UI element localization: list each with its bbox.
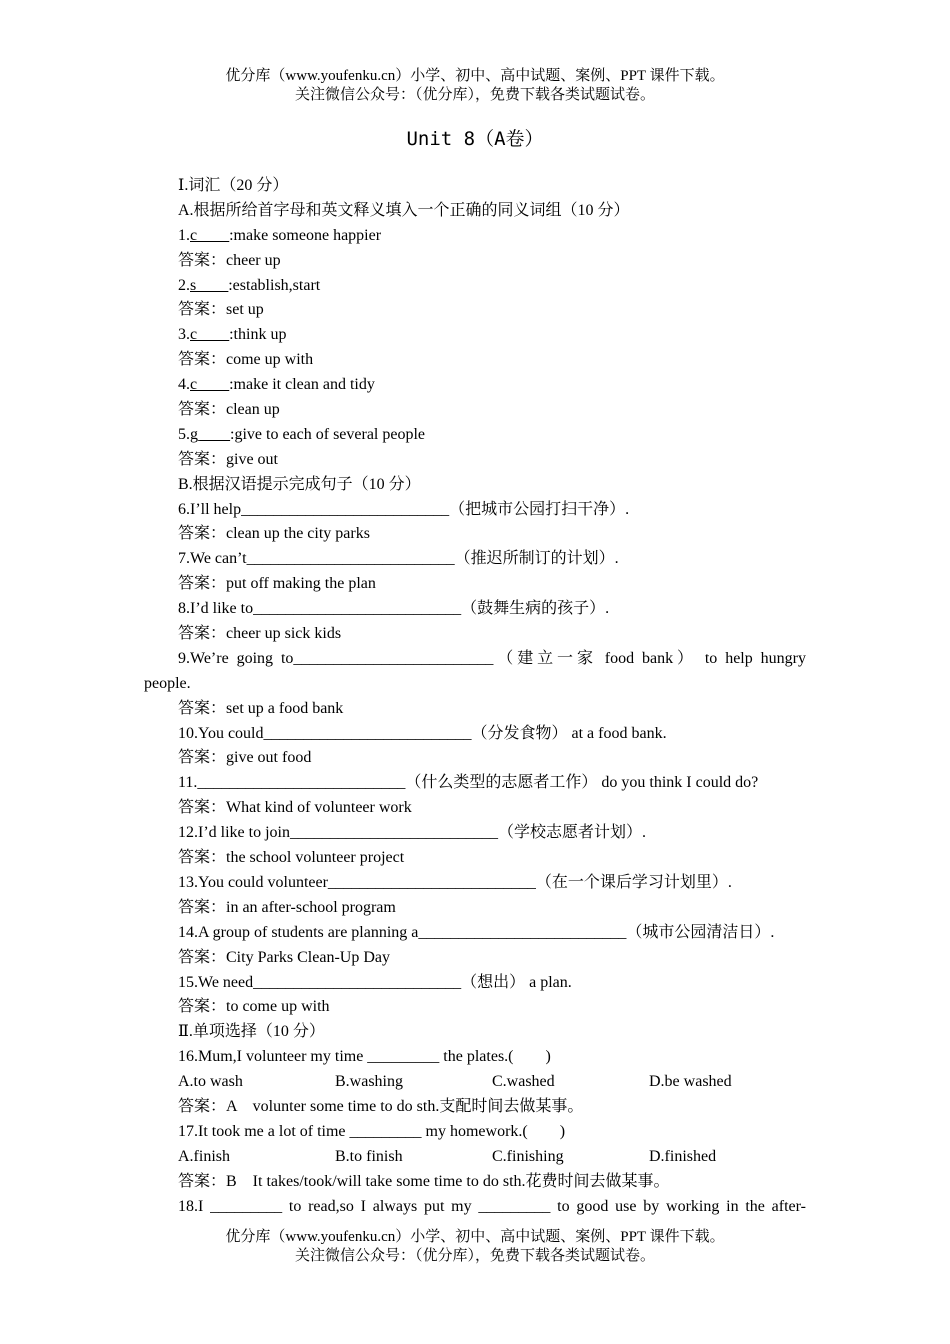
question-4: 4.c____:make it clean and tidy bbox=[178, 376, 375, 394]
answer-8: 答案：cheer up sick kids bbox=[178, 625, 342, 643]
section-a-instructions: A.根据所给首字母和英文释义填入一个正确的同义词组（10 分） bbox=[178, 201, 630, 219]
answer-11: 答案：What kind of volunteer work bbox=[178, 799, 412, 817]
question-9-continued: people. bbox=[144, 674, 191, 692]
footer-line-2: 关注微信公众号：（优分库），免费下载各类试题试卷。 bbox=[294, 1248, 655, 1264]
question-7: 7.We can’t__________________________（推迟所制订的计划）. bbox=[178, 550, 619, 568]
option-b: B.washing bbox=[335, 1073, 403, 1091]
question-5: 5.g____:give to each of several people bbox=[178, 425, 426, 443]
question-9: 9.We’re going to_________________________（建立一家 food bank） to help hungry bbox=[178, 649, 806, 667]
option-b: B.to finish bbox=[335, 1147, 403, 1165]
question-17: 17.It took me a lot of time _________ my homework.( ) bbox=[178, 1122, 566, 1140]
question-16-options bbox=[144, 1070, 806, 1095]
footer-line-1: 优分库（www.youfenku.cn）小学、初中、高中试题、案例、PPT 课件下载。 bbox=[225, 1229, 725, 1245]
document-body bbox=[144, 174, 806, 1219]
question-3: 3.c____:think up bbox=[178, 326, 287, 344]
option-c: C.finishing bbox=[492, 1147, 564, 1165]
answer-4: 答案：clean up bbox=[178, 401, 280, 419]
question-14: 14.A group of students are planning a__________________________（城市公园清洁日）. bbox=[178, 923, 775, 941]
question-1: 1.c____:make someone happier bbox=[178, 226, 382, 244]
part2-heading: Ⅱ.单项选择（10 分） bbox=[178, 1023, 325, 1041]
section-b-instructions: B.根据汉语提示完成句子（10 分） bbox=[178, 475, 421, 493]
answer-2: 答案：set up bbox=[178, 301, 264, 319]
option-c: C.washed bbox=[492, 1073, 555, 1091]
question-16: 16.Mum,I volunteer my time _________ the plates.( ) bbox=[178, 1048, 551, 1066]
page-title: Unit 8（A卷） bbox=[406, 128, 544, 150]
option-d: D.be washed bbox=[649, 1073, 732, 1091]
answer-1: 答案：cheer up bbox=[178, 251, 281, 269]
header-line-2: 关注微信公众号：（优分库），免费下载各类试题试卷。 bbox=[294, 87, 655, 103]
question-17-options bbox=[144, 1145, 806, 1170]
answer-7: 答案：put off making the plan bbox=[178, 575, 376, 593]
question-13: 13.You could volunteer__________________________（在一个课后学习计划里）. bbox=[178, 873, 732, 891]
header-line-1: 优分库（www.youfenku.cn）小学、初中、高中试题、案例、PPT 课件下载。 bbox=[225, 68, 725, 84]
answer-17: 答案：B It takes/took/will take some time to do sth.花费时间去做某事。 bbox=[178, 1172, 670, 1190]
answer-13: 答案：in an after-school program bbox=[178, 898, 396, 916]
answer-3: 答案：come up with bbox=[178, 351, 314, 369]
answer-9: 答案：set up a food bank bbox=[178, 699, 344, 717]
answer-6: 答案：clean up the city parks bbox=[178, 525, 370, 543]
option-a: A.to wash bbox=[178, 1073, 243, 1091]
answer-15: 答案：to come up with bbox=[178, 998, 330, 1016]
question-10: 10.You could__________________________（分发食物） at a food bank. bbox=[178, 724, 667, 742]
option-d: D.finished bbox=[649, 1147, 717, 1165]
question-8: 8.I’d like to__________________________（鼓舞生病的孩子）. bbox=[178, 600, 610, 618]
part1-heading: Ⅰ.词汇（20 分） bbox=[178, 177, 289, 194]
answer-16: 答案：A volunter some time to do sth.支配时间去做某事。 bbox=[178, 1097, 584, 1115]
answer-5: 答案：give out bbox=[178, 450, 278, 468]
answer-10: 答案：give out food bbox=[178, 749, 312, 767]
option-a: A.finish bbox=[178, 1147, 230, 1165]
question-6: 6.I’ll help__________________________（把城市公园打扫干净）. bbox=[178, 500, 630, 518]
question-12: 12.I’d like to join__________________________（学校志愿者计划）. bbox=[178, 824, 646, 842]
question-15: 15.We need__________________________（想出） a plan. bbox=[178, 973, 572, 991]
question-2: 2.s____:establish,start bbox=[178, 276, 321, 294]
answer-12: 答案：the school volunteer project bbox=[178, 849, 405, 867]
question-11: 11.__________________________（什么类型的志愿者工作） do you think I could do? bbox=[178, 774, 759, 792]
answer-14: 答案：City Parks Clean-Up Day bbox=[178, 948, 390, 966]
question-18: 18.I _________ to read,so I always put my _________ to good use by working in the after- bbox=[178, 1197, 806, 1215]
